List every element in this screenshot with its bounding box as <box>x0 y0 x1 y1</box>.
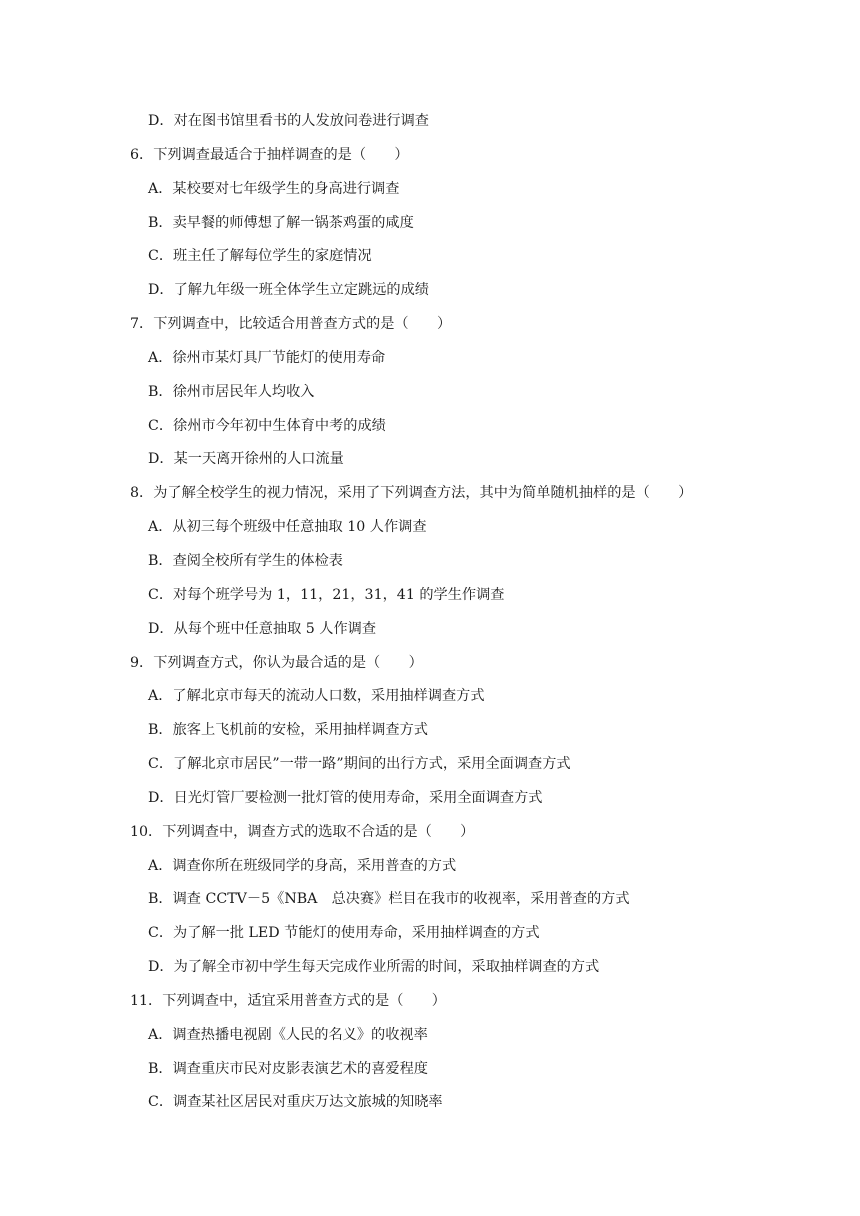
question-list <box>130 108 770 1123</box>
answer-option: D．某一天离开徐州的人口流量 <box>148 451 344 468</box>
answer-option: C．为了解一批 LED 节能灯的使用寿命，采用抽样调查的方式 <box>148 925 540 942</box>
question-stem: 11．下列调查中，适宜采用普查方式的是（ ） <box>130 992 446 1009</box>
question-stem: 8．为了解全校学生的视力情况，采用了下列调查方法，其中为简单随机抽样的是（ ） <box>130 485 693 502</box>
answer-option: B．旅客上飞机前的安检，采用抽样调查方式 <box>148 722 428 739</box>
answer-option: A．调查热播电视剧《人民的名义》的收视率 <box>148 1026 428 1043</box>
answer-option: D．对在图书馆里看书的人发放问卷进行调查 <box>148 113 429 129</box>
answer-option: A．调查你所在班级同学的身高，采用普查的方式 <box>148 857 457 874</box>
answer-option: C．对每个班学号为 1，11，21，31，41 的学生作调查 <box>148 586 505 603</box>
question-stem: 10．下列调查中，调查方式的选取不合适的是（ ） <box>130 823 475 840</box>
question-stem: 6．下列调查最适合于抽样调查的是（ ） <box>130 146 409 163</box>
answer-option: A．从初三每个班级中任意抽取 10 人作调查 <box>148 519 427 536</box>
answer-option: B．调查重庆市民对皮影表演艺术的喜爱程度 <box>148 1060 428 1077</box>
answer-option: D．为了解全市初中学生每天完成作业所需的时间，采取抽样调查的方式 <box>148 959 600 976</box>
answer-option: B．卖早餐的师傅想了解一锅茶鸡蛋的咸度 <box>148 214 414 231</box>
answer-option: A．了解北京市每天的流动人口数，采用抽样调查方式 <box>148 688 485 705</box>
answer-option: C．了解北京市居民”一带一路”期间的出行方式，采用全面调查方式 <box>148 756 571 773</box>
answer-option: C．班主任了解每位学生的家庭情况 <box>148 248 372 265</box>
answer-option: D．了解九年级一班全体学生立定跳远的成绩 <box>148 282 429 299</box>
answer-option: A．徐州市某灯具厂节能灯的使用寿命 <box>148 349 386 366</box>
answer-option: A．某校要对七年级学生的身高进行调查 <box>148 180 400 197</box>
answer-option: C．调查某社区居民对重庆万达文旅城的知晓率 <box>148 1094 443 1111</box>
question-stem: 9．下列调查方式，你认为最合适的是（ ） <box>130 654 423 671</box>
answer-option: B．查阅全校所有学生的体检表 <box>148 552 343 569</box>
answer-option: D．日光灯管厂要检测一批灯管的使用寿命，采用全面调查方式 <box>148 789 543 806</box>
question-stem: 7．下列调查中，比较适合用普查方式的是（ ） <box>130 316 452 333</box>
answer-option: B．调查 CCTV－5《NBA 总决赛》栏目在我市的收视率，采用普查的方式 <box>148 891 630 908</box>
answer-option: C．徐州市今年初中生体育中考的成绩 <box>148 417 386 434</box>
answer-option: D．从每个班中任意抽取 5 人作调查 <box>148 620 377 637</box>
answer-option: B．徐州市居民年人均收入 <box>148 383 315 400</box>
